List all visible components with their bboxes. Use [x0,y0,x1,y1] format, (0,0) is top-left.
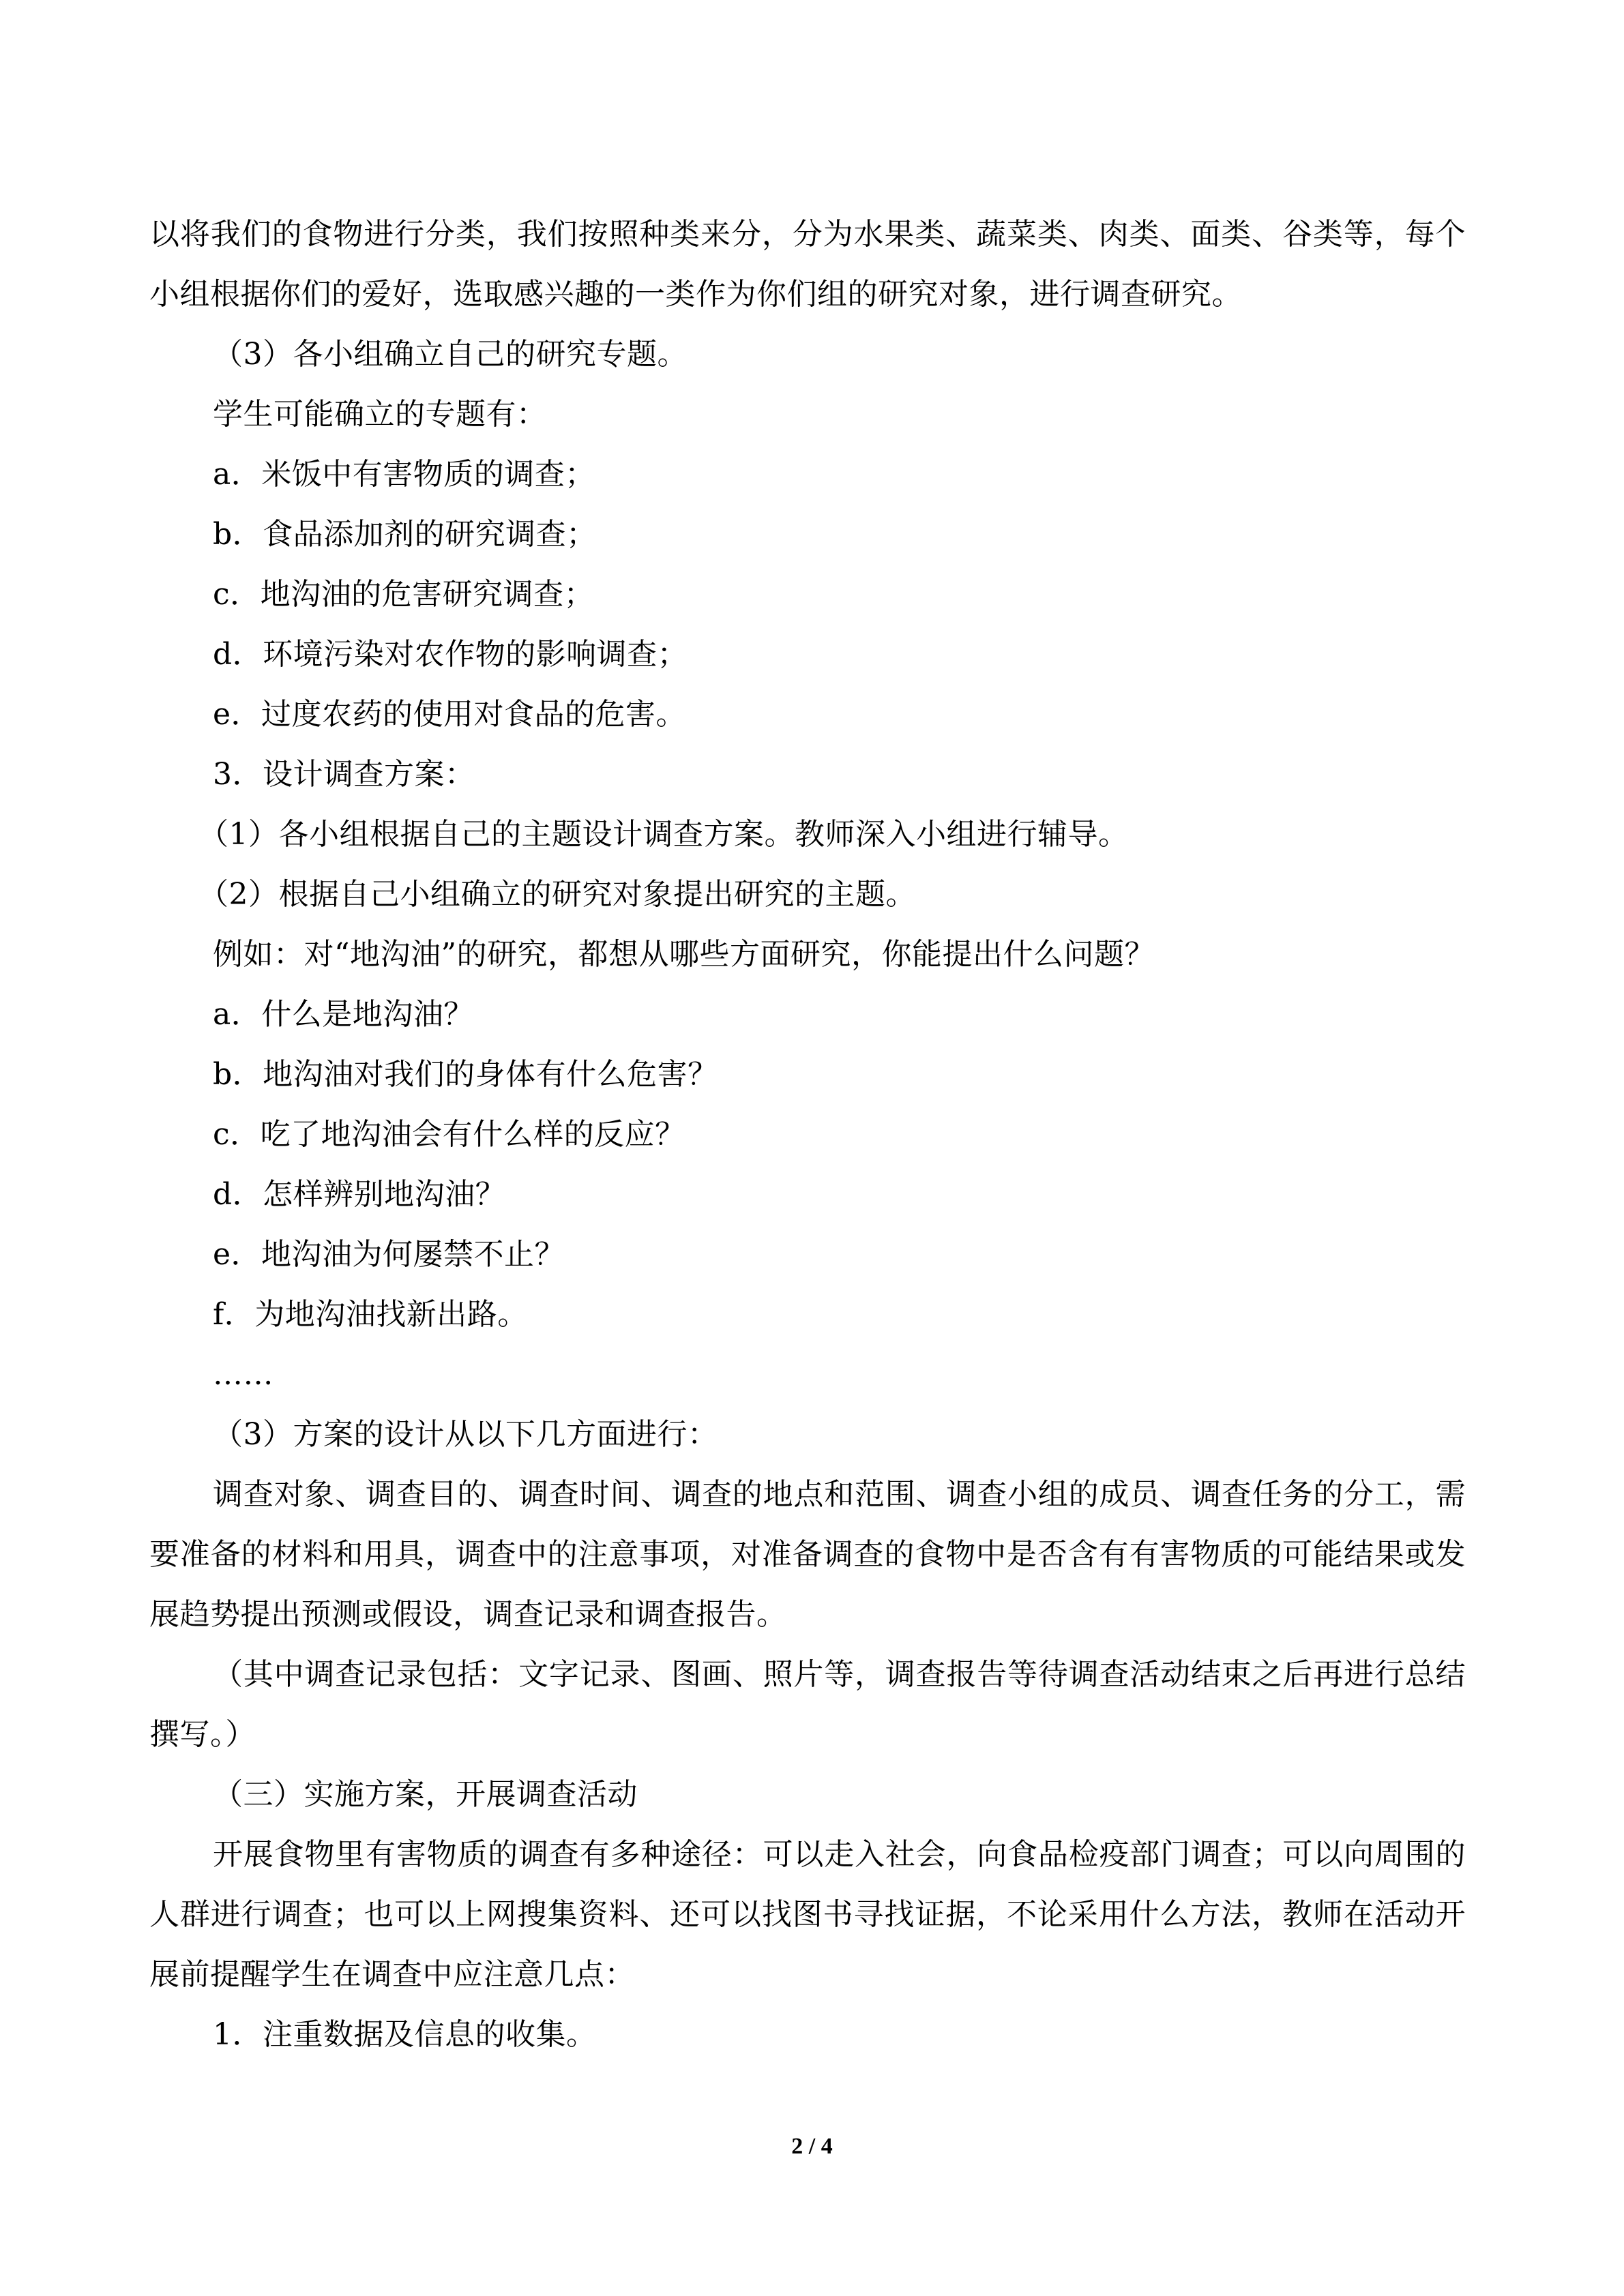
paragraph-records-note: （其中调查记录包括：文字记录、图画、照片等，调查报告等待调查活动结束之后再进行总结撰写。） [149,1657,1466,1752]
ellipsis: …… [213,1357,274,1392]
paragraph-plan-step-1: （1）各小组根据自己的主题设计调查方案。教师深入小组进行辅导。 [198,817,1129,852]
section-heading-implement-plan: （三）实施方案，开展调查活动 [213,1777,638,1812]
paragraph-plan-step-3: （3）方案的设计从以下几方面进行： [213,1417,718,1452]
paragraph-plan-step-2: （2）根据自己小组确立的研究对象提出研究的主题。 [198,877,916,912]
list-item-topic-b: b．食品添加剂的研究调查； [213,517,597,552]
paragraph-survey-methods: 开展食物里有害物质的调查有多种途径：可以走入社会，向食品检疫部门调查；可以向周围的人群进行调查；也可以上网搜集资料、还可以找图书寻找证据，不论采用什么方法，教师在活动开展前提醒学生在调查中应注意几点： [149,1837,1466,1992]
paragraph-possible-topics-intro: 学生可能确立的专题有： [213,397,547,432]
list-item-question-b: b．地沟油对我们的身体有什么危害？ [213,1057,718,1092]
list-item-question-c: c．吃了地沟油会有什么样的反应？ [213,1117,685,1152]
list-item-question-f: f．为地沟油找新出路。 [213,1297,528,1332]
list-item-topic-c: c．地沟油的危害研究调查； [213,577,595,612]
list-item-topic-e: e．过度农药的使用对食品的危害。 [213,697,687,732]
page-number: 2 / 4 [791,2134,833,2159]
list-item-question-a: a．什么是地沟油？ [213,997,474,1032]
list-item-question-d: d．怎样辨别地沟油？ [213,1177,506,1212]
list-item-topic-d: d．环境污染对农作物的影响调查； [213,637,688,672]
paragraph-plan-aspects: 调查对象、调查目的、调查时间、调查的地点和范围、调查小组的成员、调查任务的分工，需要准备的材料和用具，调查中的注意事项，对准备调查的食物中是否含有有害物质的可能结果或发展趋势提出预测或假设，调查记录和调查报告。 [149,1477,1466,1632]
section-heading-design-plan: 3．设计调查方案： [213,757,475,792]
paragraph-step-3-topic: （3）各小组确立自己的研究专题。 [213,337,688,372]
document-body [149,205,1466,2065]
list-item-note-1: 1．注重数据及信息的收集。 [213,2017,597,2052]
list-item-topic-a: a．米饭中有害物质的调查； [213,457,595,492]
list-item-question-e: e．地沟油为何屡禁不止？ [213,1237,565,1272]
paragraph-example-question: 例如：对“地沟油”的研究，都想从哪些方面研究，你能提出什么问题？ [213,937,1155,972]
paragraph-food-classification: 以将我们的食物进行分类，我们按照种类来分，分为水果类、蔬菜类、肉类、面类、谷类等，每个小组根据你们的爱好，选取感兴趣的一类作为你们组的研究对象，进行调查研究。 [149,217,1466,312]
